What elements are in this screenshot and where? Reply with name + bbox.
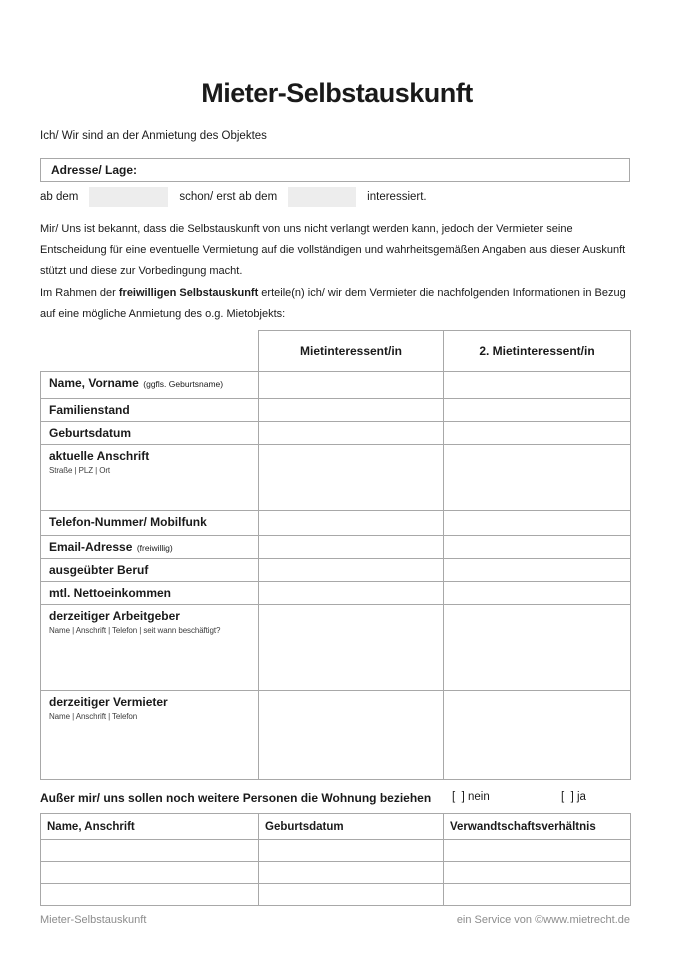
interest-line: [40, 186, 632, 207]
field-cell[interactable]: [259, 399, 444, 422]
person-field-cell[interactable]: [444, 884, 631, 906]
header-blank-cell: [41, 331, 259, 372]
intro-text: Ich/ Wir sind an der Anmietung des Objektes: [40, 130, 267, 142]
persons-table-header-row: [41, 814, 631, 840]
table-row: [41, 559, 631, 582]
table-row: [41, 422, 631, 445]
additional-persons-table: [40, 813, 631, 906]
field-cell[interactable]: [259, 691, 444, 780]
field-cell[interactable]: [259, 605, 444, 691]
person-field-cell[interactable]: [259, 884, 444, 906]
field-cell[interactable]: [444, 605, 631, 691]
field-cell[interactable]: [259, 582, 444, 605]
col-header-mietinteressent-2: 2. Mietinteressent/in: [444, 331, 631, 372]
field-cell[interactable]: [259, 559, 444, 582]
person-field-cell[interactable]: [41, 884, 259, 906]
additional-persons-question: [40, 791, 632, 809]
voluntary-paragraph: [40, 283, 632, 325]
row-label-arbeitgeber: derzeitiger Arbeitgeber Name | Anschrift | Telefon | seit wann beschäftigt?: [41, 605, 259, 691]
field-cell[interactable]: [444, 582, 631, 605]
table-row: [41, 862, 631, 884]
field-cell[interactable]: [259, 511, 444, 536]
row-label-telefon: Telefon-Nummer/ Mobilfunk: [41, 511, 259, 536]
row-label-nettoeinkommen: mtl. Nettoeinkommen: [41, 582, 259, 605]
person-field-cell[interactable]: [444, 840, 631, 862]
field-cell[interactable]: [444, 445, 631, 511]
table-row: [41, 536, 631, 559]
table-row: [41, 840, 631, 862]
checkbox-ja[interactable]: [ ] ja: [561, 791, 586, 803]
person-field-cell[interactable]: [41, 840, 259, 862]
disclosure-paragraph: Mir/ Uns ist bekannt, dass die Selbstauskunft von uns nicht verlangt werden kann, jedoch der Vermieter seine Entscheidung für eine eventuelle Vermietung auf die vollständigen und wahrheitsgemäßen Angaben aus dieser Auskunft stützt und diese zur Vorbedingung macht.: [40, 223, 626, 277]
col-header-mietinteressent-1: Mietinteressent/in: [259, 331, 444, 372]
person-field-cell[interactable]: [259, 840, 444, 862]
applicants-table: [40, 330, 631, 780]
table-row: [41, 884, 631, 906]
field-cell[interactable]: [259, 536, 444, 559]
page-title: Mieter-Selbstauskunft: [201, 78, 473, 108]
row-label-vermieter: derzeitiger Vermieter Name | Anschrift | Telefon: [41, 691, 259, 780]
address-box-label: Adresse/ Lage:: [51, 163, 138, 177]
person-field-cell[interactable]: [41, 862, 259, 884]
row-label-email: Email-Adresse (freiwillig): [41, 536, 259, 559]
field-cell[interactable]: [444, 559, 631, 582]
checkbox-nein[interactable]: [ ] nein: [452, 791, 490, 803]
person-field-cell[interactable]: [259, 862, 444, 884]
additional-persons-question-text: Außer mir/ uns sollen noch weitere Personen die Wohnung beziehen: [40, 791, 432, 805]
field-cell[interactable]: [444, 399, 631, 422]
row-label-beruf: ausgeübter Beruf: [41, 559, 259, 582]
row-label-familienstand: Familienstand: [41, 399, 259, 422]
voluntary-paragraph-bold: freiwilligen Selbstauskunft: [118, 287, 259, 299]
field-cell[interactable]: [259, 445, 444, 511]
table-row: [41, 445, 631, 511]
table-row: [41, 372, 631, 399]
interest-text-1: ab dem: [40, 190, 79, 203]
applicants-table-header-row: [41, 331, 631, 372]
row-label-geburtsdatum: Geburtsdatum: [41, 422, 259, 445]
page-footer: [40, 914, 630, 926]
footer-service-credit: ein Service von ©www.mietrecht.de: [456, 914, 630, 926]
date-field-1[interactable]: [89, 187, 168, 207]
footer-document-name: Mieter-Selbstauskunft: [40, 914, 147, 926]
date-field-2[interactable]: [288, 187, 356, 207]
field-cell[interactable]: [259, 372, 444, 399]
table-row: [41, 582, 631, 605]
interest-text-2: schon/ erst ab dem: [179, 190, 278, 203]
col-header-geburtsdatum: Geburtsdatum: [259, 814, 444, 840]
field-cell[interactable]: [444, 372, 631, 399]
table-row: [41, 691, 631, 780]
voluntary-paragraph-suffix: erteile(n) ich/ wir dem Vermieter die nachfolgenden Informationen in Bezug auf eine mögliche Anmietung des o.g. Mietobjekts:: [40, 287, 626, 320]
col-header-verwandtschaft: Verwandtschaftsverhältnis: [444, 814, 631, 840]
field-cell[interactable]: [444, 511, 631, 536]
table-row: [41, 511, 631, 536]
interest-text-3: interessiert.: [367, 190, 427, 203]
voluntary-paragraph-prefix: Im Rahmen der: [40, 287, 119, 299]
col-header-name-anschrift: Name, Anschrift: [41, 814, 259, 840]
field-cell[interactable]: [444, 422, 631, 445]
address-box[interactable]: [40, 158, 630, 182]
table-row: [41, 399, 631, 422]
table-row: [41, 605, 631, 691]
field-cell[interactable]: [444, 691, 631, 780]
person-field-cell[interactable]: [444, 862, 631, 884]
row-label-name-vorname: Name, Vorname (ggfls. Geburtsname): [41, 372, 259, 399]
field-cell[interactable]: [259, 422, 444, 445]
field-cell[interactable]: [444, 536, 631, 559]
row-label-aktuelle-anschrift: aktuelle Anschrift Straße | PLZ | Ort: [41, 445, 259, 511]
